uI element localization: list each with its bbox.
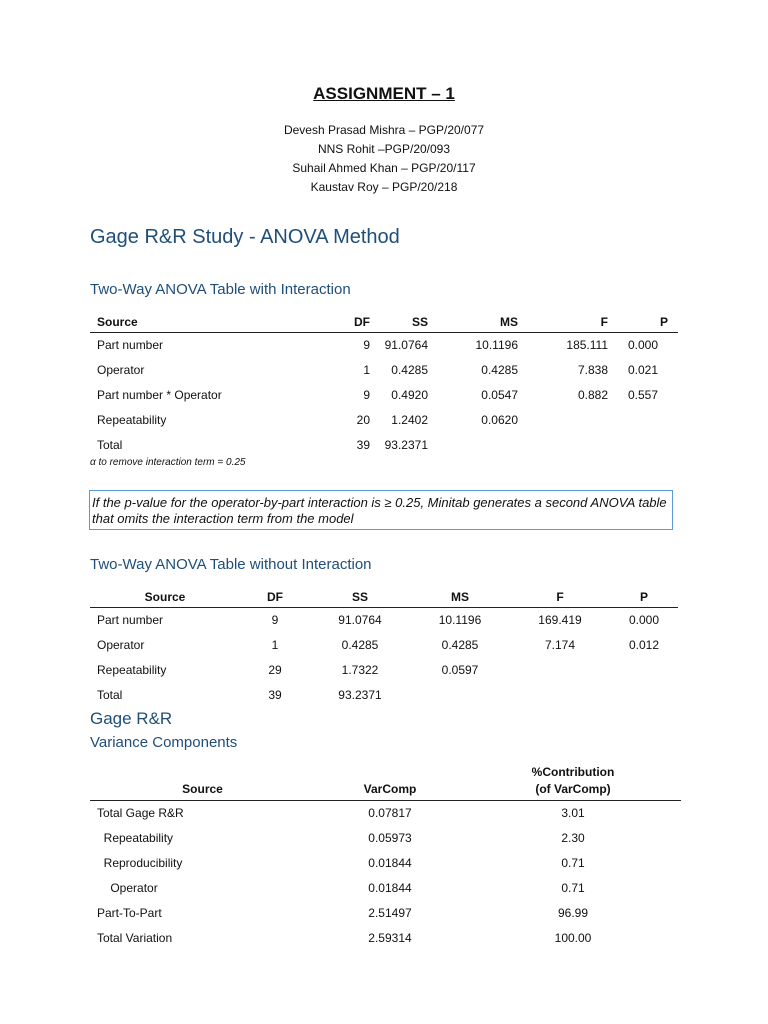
author-line: Devesh Prasad Mishra – PGP/20/077	[283, 123, 485, 137]
column-header: P	[639, 589, 648, 604]
table-cell: 0.557	[627, 387, 658, 402]
column-header: F	[600, 314, 608, 329]
table-cell: 29	[268, 662, 282, 677]
column-header: SS	[411, 314, 428, 329]
table2-heading: Two-Way ANOVA Table without Interaction	[90, 556, 372, 573]
column-header: P	[659, 314, 668, 329]
table-cell: 7.174	[544, 637, 576, 652]
table-cell: 0.021	[627, 362, 658, 377]
info-box: If the p-value for the operator-by-part interaction is ≥ 0.25, Minitab generates a second ANOVA table that omits the interaction term from the model	[89, 490, 673, 530]
table-cell: 1.7322	[341, 662, 379, 677]
table-row	[90, 901, 681, 926]
table-cell: 7.838	[577, 362, 608, 377]
table-cell	[610, 682, 678, 707]
table-cell: 100.00	[554, 931, 592, 945]
table-cell	[518, 407, 608, 432]
table-cell	[510, 657, 610, 682]
author-line: NNS Rohit –PGP/20/093	[317, 142, 451, 156]
table-cell: 0.71	[561, 881, 585, 895]
table-cell: 0.012	[628, 637, 660, 652]
table-cell: 185.111	[566, 337, 608, 352]
table-cell	[410, 682, 510, 707]
table-cell: 0.882	[577, 387, 608, 402]
table-cell: 93.2371	[384, 437, 428, 452]
table-cell: 2.30	[561, 831, 585, 845]
table-cell: Part-To-Part	[97, 906, 162, 920]
table-cell: 0.0620	[481, 412, 518, 427]
table-cell	[510, 682, 610, 707]
table-row	[90, 607, 678, 632]
table-cell: 0.0597	[441, 662, 479, 677]
author-list	[0, 121, 768, 197]
column-header: MS	[500, 314, 518, 329]
table1-heading: Two-Way ANOVA Table with Interaction	[90, 281, 351, 298]
table-cell: 0.4285	[481, 362, 518, 377]
table-cell: Reproducibility	[97, 856, 183, 870]
table-cell	[608, 432, 678, 457]
table-row	[90, 851, 681, 876]
table-cell: 0.4285	[391, 362, 428, 377]
table-cell: 1	[271, 637, 279, 652]
main-heading: Gage R&R Study - ANOVA Method	[90, 226, 400, 248]
variance-components-table	[90, 764, 681, 951]
table-cell: 9	[363, 337, 370, 352]
table-cell: 91.0764	[384, 337, 428, 352]
table-cell: Total	[97, 437, 123, 452]
table-cell: 96.99	[557, 906, 589, 920]
table-cell	[518, 432, 608, 457]
table-row	[90, 657, 678, 682]
anova-no-interaction-table	[90, 587, 678, 707]
table-cell: Repeatability	[97, 412, 167, 427]
table-row	[90, 926, 681, 951]
table-cell: 0.01844	[368, 881, 412, 895]
table-row	[90, 632, 678, 657]
author-line: Suhail Ahmed Khan – PGP/20/117	[292, 161, 476, 175]
table-cell: 1	[363, 362, 370, 377]
table-cell: Total Variation	[97, 931, 173, 945]
table-header-row	[90, 587, 678, 607]
table-row	[90, 332, 678, 357]
table-header-row	[90, 764, 681, 801]
table-row	[90, 382, 678, 407]
column-header-line: (of VarComp)	[535, 782, 611, 796]
table-cell	[608, 407, 678, 432]
table-cell	[610, 657, 678, 682]
table-cell: 169.419	[538, 612, 582, 627]
table-cell: 0.4285	[441, 637, 479, 652]
table-cell: 0.01844	[368, 856, 412, 870]
table-cell: 39	[356, 437, 370, 452]
table-cell: 2.51497	[368, 906, 412, 920]
table-row	[90, 357, 678, 382]
table-cell: 9	[363, 387, 370, 402]
table-cell: 3.01	[561, 806, 585, 821]
table-row	[90, 801, 681, 826]
table-cell: 10.1196	[438, 612, 482, 627]
table-cell: Total	[97, 687, 123, 702]
table-cell: 0.71	[561, 856, 585, 870]
table-row	[90, 407, 678, 432]
column-header-line: %Contribution	[531, 765, 615, 779]
column-header: Source	[144, 589, 186, 604]
table-header-row	[90, 312, 678, 332]
column-header: DF	[267, 589, 283, 604]
table-cell: Repeatability	[97, 831, 174, 845]
table-cell: 0.0547	[481, 387, 518, 402]
table-cell: Part number	[97, 337, 164, 352]
table3-heading: Variance Components	[90, 734, 238, 751]
table-cell: 10.1196	[475, 337, 518, 352]
column-header: DF	[354, 314, 370, 329]
interaction-note: α to remove interaction term = 0.25	[90, 457, 246, 468]
table-cell: 0.000	[628, 612, 660, 627]
table-cell: Repeatability	[97, 662, 167, 677]
table-row	[90, 876, 681, 901]
column-header: F	[556, 589, 564, 604]
table-cell: Operator	[97, 637, 145, 652]
table-cell: 0.000	[627, 337, 658, 352]
table-cell: Total Gage R&R	[97, 806, 184, 821]
table-cell: Operator	[97, 362, 145, 377]
column-header: VarComp	[363, 782, 417, 796]
table-cell: Part number	[97, 612, 164, 627]
table-cell: 20	[356, 412, 370, 427]
table-cell	[428, 432, 518, 457]
table-cell: Operator	[97, 881, 158, 895]
author-line: Kaustav Roy – PGP/20/218	[310, 180, 458, 194]
table-cell: 91.0764	[338, 612, 382, 627]
column-header	[465, 764, 681, 801]
column-header: SS	[351, 589, 368, 604]
table-cell: 93.2371	[338, 687, 382, 702]
column-header: Source	[97, 314, 138, 329]
table-cell: 0.4285	[341, 637, 379, 652]
table-cell: 9	[271, 612, 279, 627]
column-header: MS	[451, 589, 469, 604]
gage-heading: Gage R&R	[90, 709, 173, 728]
table-cell: 0.4920	[391, 387, 428, 402]
table-cell: 2.59314	[368, 931, 412, 945]
anova-interaction-table	[90, 312, 678, 457]
table-cell: 39	[268, 687, 282, 702]
document-title: ASSIGNMENT – 1	[313, 84, 455, 103]
table-cell: Part number * Operator	[97, 387, 222, 402]
table-row	[90, 432, 678, 457]
column-header: Source	[182, 782, 223, 796]
table-row	[90, 826, 681, 851]
table-row	[90, 682, 678, 707]
table-cell: 0.07817	[368, 806, 412, 821]
table-cell: 0.05973	[368, 831, 412, 845]
table-cell: 1.2402	[391, 412, 428, 427]
